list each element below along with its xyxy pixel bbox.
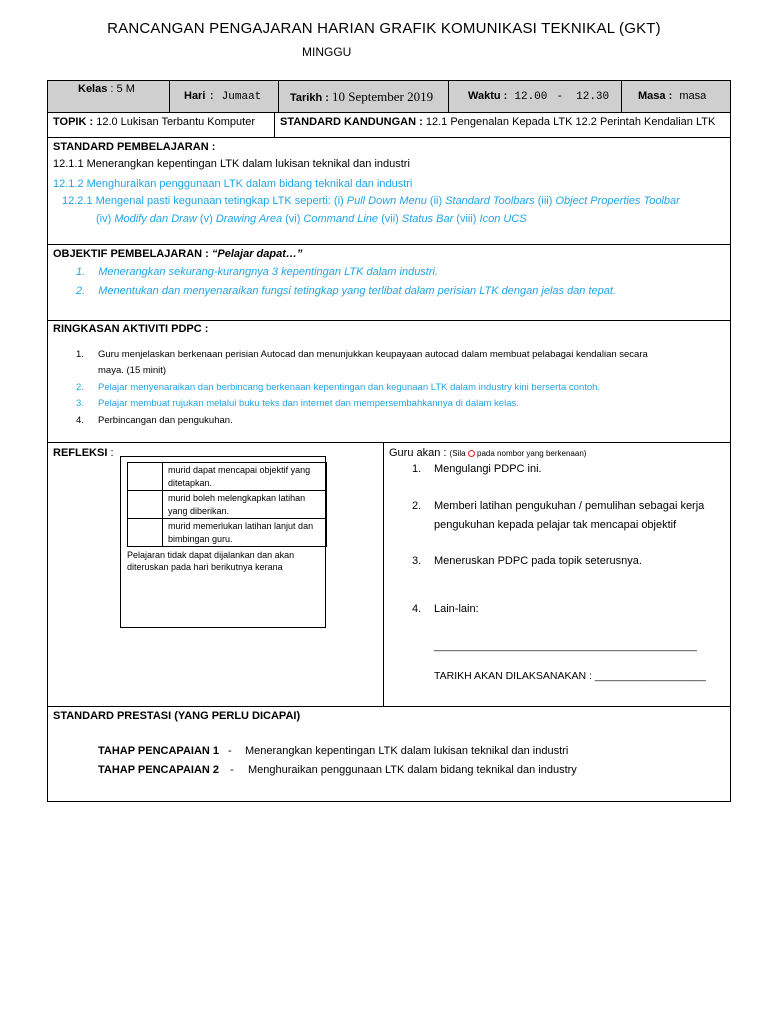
divider — [383, 442, 384, 706]
guru-akan-heading — [389, 447, 586, 459]
topik-value: 12.0 Lukisan Terbantu Komputer — [96, 116, 255, 128]
list-text: Pelajar menyenaraikan dan berbincang berkenaan kepentingan dan kegunaan LTK dalam industry kini berserta contoh. — [98, 382, 601, 393]
refleksi-checkbox[interactable] — [128, 463, 163, 490]
masa-field — [638, 90, 706, 102]
waktu-separator: - — [556, 91, 564, 103]
tarikh-dilaksanakan-field[interactable]: TARIKH AKAN DILAKSANAKAN : ___________________ — [434, 670, 706, 682]
guru-akan-item — [412, 500, 705, 531]
divider — [48, 244, 730, 245]
tarikh-field — [290, 89, 433, 105]
list-number: 2. — [76, 285, 86, 297]
divider — [169, 81, 170, 112]
refleksi-row — [127, 490, 327, 519]
waktu-label: Waktu : — [468, 90, 508, 102]
tahap-label: TAHAP PENCAPAIAN 2 — [98, 764, 220, 776]
divider — [278, 81, 279, 112]
refleksi-note: Pelajaran tidak dapat dijalankan dan akan diteruskan pada hari berikutnya kerana — [127, 550, 295, 572]
list-text: maya. (15 minit) — [98, 365, 167, 376]
sp-item-4-term: Drawing Area — [215, 213, 283, 225]
list-number: 1. — [76, 266, 86, 278]
list-text: Perbincangan dan pengukuhan. — [98, 415, 233, 426]
objektif-item — [76, 285, 616, 297]
sp-item-4-term: Status Bar — [401, 213, 454, 225]
sp-item-3-text: 12.2.1 Mengenal pasti kegunaan tetingkap LTK seperti: (i) — [62, 195, 347, 207]
sp-item-4 — [96, 213, 527, 225]
waktu-start: 12.00 — [514, 91, 548, 103]
refleksi-checkbox[interactable] — [128, 491, 163, 518]
refleksi-row — [127, 518, 327, 547]
refleksi-row — [127, 462, 327, 491]
list-number: 2. — [412, 500, 422, 512]
refleksi-colon: : — [110, 447, 114, 459]
guru-akan-item — [412, 555, 642, 567]
refleksi-label: REFLEKSI — [53, 447, 108, 459]
divider — [48, 320, 730, 321]
tahap-dash: - — [230, 764, 234, 776]
guru-akan-note-text: pada nombor yang berkenaan) — [477, 449, 587, 458]
tahap-text: Menghuraikan penggunaan LTK dalam bidang teknikal dan industry — [248, 764, 577, 776]
tahap-text: Menerangkan kepentingan LTK dalam lukisan teknikal dan industri — [245, 745, 569, 757]
sp-item-4-term: Draw — [171, 213, 197, 225]
page-title: RANCANGAN PENGAJARAN HARIAN GRAFIK KOMUNIKASI TEKNIKAL (GKT) — [107, 20, 661, 37]
sp-item-4-text: (vi) — [282, 213, 304, 225]
list-text: Guru menjelaskan berkenaan perisian Autocad dan menunjukkan keupayaan autocad dalam membuat pelabagai kendalian secara — [98, 349, 648, 360]
list-text: Meneruskan PDPC pada topik seterusnya. — [434, 555, 642, 567]
tarikh-value: 10 September 2019 — [331, 89, 434, 104]
divider — [48, 706, 730, 707]
divider — [274, 112, 275, 137]
list-number: 3. — [76, 398, 84, 409]
tahap-dash: - — [228, 745, 232, 757]
list-number: 1. — [412, 463, 422, 475]
sp-item-1: 12.1.1 Menerangkan kepentingan LTK dalam lukisan teknikal dan industri — [53, 158, 410, 170]
sp-item-4-text: (v) — [196, 213, 216, 225]
aktiviti-label: RINGKASAN AKTIVITI PDPC : — [53, 323, 209, 335]
tahap-pencapaian-1 — [98, 745, 569, 757]
objektif-label: OBJEKTIF PEMBELAJARAN : — [53, 248, 209, 260]
sp-item-3-text: (iii) — [534, 195, 556, 207]
sp-item-3-term: Standard Toolbars — [445, 195, 535, 207]
hari-value: : Jumaat — [208, 91, 262, 103]
masa-value: masa — [679, 90, 707, 102]
objektif-item — [76, 266, 438, 278]
objektif-heading — [53, 248, 302, 260]
kelas-field — [78, 83, 135, 95]
standard-prestasi-label: STANDARD PRESTASI (YANG PERLU DICAPAI) — [53, 710, 301, 722]
sp-item-4-term: Modify — [114, 213, 147, 225]
aktiviti-item — [76, 349, 648, 376]
refleksi-row-label: murid dapat mencapai objektif yang ditetapkan. — [168, 465, 311, 488]
hari-field — [184, 90, 261, 103]
sp-item-2: 12.1.2 Menghuraikan penggunaan LTK dalam bidang teknikal dan industri — [53, 178, 413, 190]
list-text: Lain-lain: — [434, 603, 479, 615]
list-text: Pelajar membuat rujukan melalui buku teks dan internet dan mempersembahkannya di dalam kelas. — [98, 398, 519, 409]
refleksi-row-label: murid boleh melengkapkan latihan yang diberikan. — [168, 493, 306, 516]
refleksi-heading — [53, 447, 114, 459]
refleksi-row-label: murid memerlukan latihan lanjut dan bimbingan guru. — [168, 521, 314, 544]
guru-akan-label: Guru akan : — [389, 447, 447, 459]
divider — [621, 81, 622, 112]
list-number: 1. — [76, 349, 84, 360]
refleksi-checkbox[interactable] — [128, 519, 163, 546]
sp-item-4-text: dan — [146, 213, 172, 225]
divider — [48, 112, 730, 113]
topik-label: TOPIK : — [53, 116, 94, 128]
list-text: Menerangkan sekurang-kurangnya 3 kepentingan LTK dalam industri. — [98, 266, 439, 278]
standard-pembelajaran-label: STANDARD PEMBELAJARAN : — [53, 141, 216, 153]
standard-kandungan-label: STANDARD KANDUNGAN : — [280, 116, 423, 128]
standard-kandungan-value: 12.1 Pengenalan Kepada LTK 12.2 Perintah Kendalian LTK — [425, 116, 716, 128]
kelas-label: Kelas — [78, 83, 108, 95]
list-text: Memberi latihan pengukuhan / pemulihan sebagai kerja — [434, 500, 705, 512]
divider — [448, 81, 449, 112]
list-number: 3. — [412, 555, 422, 567]
waktu-end: 12.30 — [576, 91, 610, 103]
sp-item-4-text: (viii) — [453, 213, 480, 225]
aktiviti-item — [76, 415, 233, 426]
objektif-quote: “Pelajar dapat…” — [211, 248, 303, 260]
list-number: 4. — [76, 415, 84, 426]
list-text: Menentukan dan menyenaraikan fungsi tetingkap yang terlibat dalam perisian LTK dengan jelas dan tepat. — [98, 285, 616, 297]
sp-item-3-text: (ii) — [426, 195, 446, 207]
tarikh-label: Tarikh : — [290, 92, 329, 104]
sp-item-3-term: Object Properties Toolbar — [555, 195, 680, 207]
guru-akan-item — [412, 463, 542, 475]
minggu-label: MINGGU — [302, 45, 352, 59]
lain-lain-blank-line[interactable]: _____________________________________________ — [434, 640, 697, 652]
divider — [48, 442, 730, 443]
list-number: 2. — [76, 382, 84, 393]
standard-kandungan-field — [280, 116, 715, 128]
waktu-field — [468, 90, 609, 103]
aktiviti-item — [76, 382, 601, 393]
list-text: pengukuhan kepada pelajar tak mencapai objektif — [434, 519, 677, 531]
tahap-label: TAHAP PENCAPAIAN 1 — [98, 745, 220, 757]
sp-item-4-term: Command Line — [303, 213, 379, 225]
aktiviti-item — [76, 398, 519, 409]
tahap-pencapaian-2 — [98, 764, 577, 776]
sp-item-3 — [62, 195, 680, 207]
sp-item-3-term: Pull Down Menu — [346, 195, 427, 207]
guru-akan-note-text: (Sila — [449, 449, 466, 458]
refleksi-box — [120, 456, 326, 628]
sp-item-4-text: (iv) — [96, 213, 115, 225]
hari-label: Hari — [184, 90, 206, 102]
lesson-plan-table — [47, 80, 731, 802]
divider — [48, 137, 730, 138]
guru-akan-note — [450, 449, 587, 458]
circle-icon — [468, 450, 475, 457]
list-number: 4. — [412, 603, 422, 615]
kelas-value: : 5 M — [110, 83, 135, 95]
masa-label: Masa : — [638, 90, 673, 102]
topik-field — [53, 116, 255, 128]
list-text: Mengulangi PDPC ini. — [434, 463, 542, 475]
guru-akan-item — [412, 603, 479, 615]
sp-item-4-term: Icon UCS — [479, 213, 527, 225]
sp-item-4-text: (vii) — [378, 213, 402, 225]
